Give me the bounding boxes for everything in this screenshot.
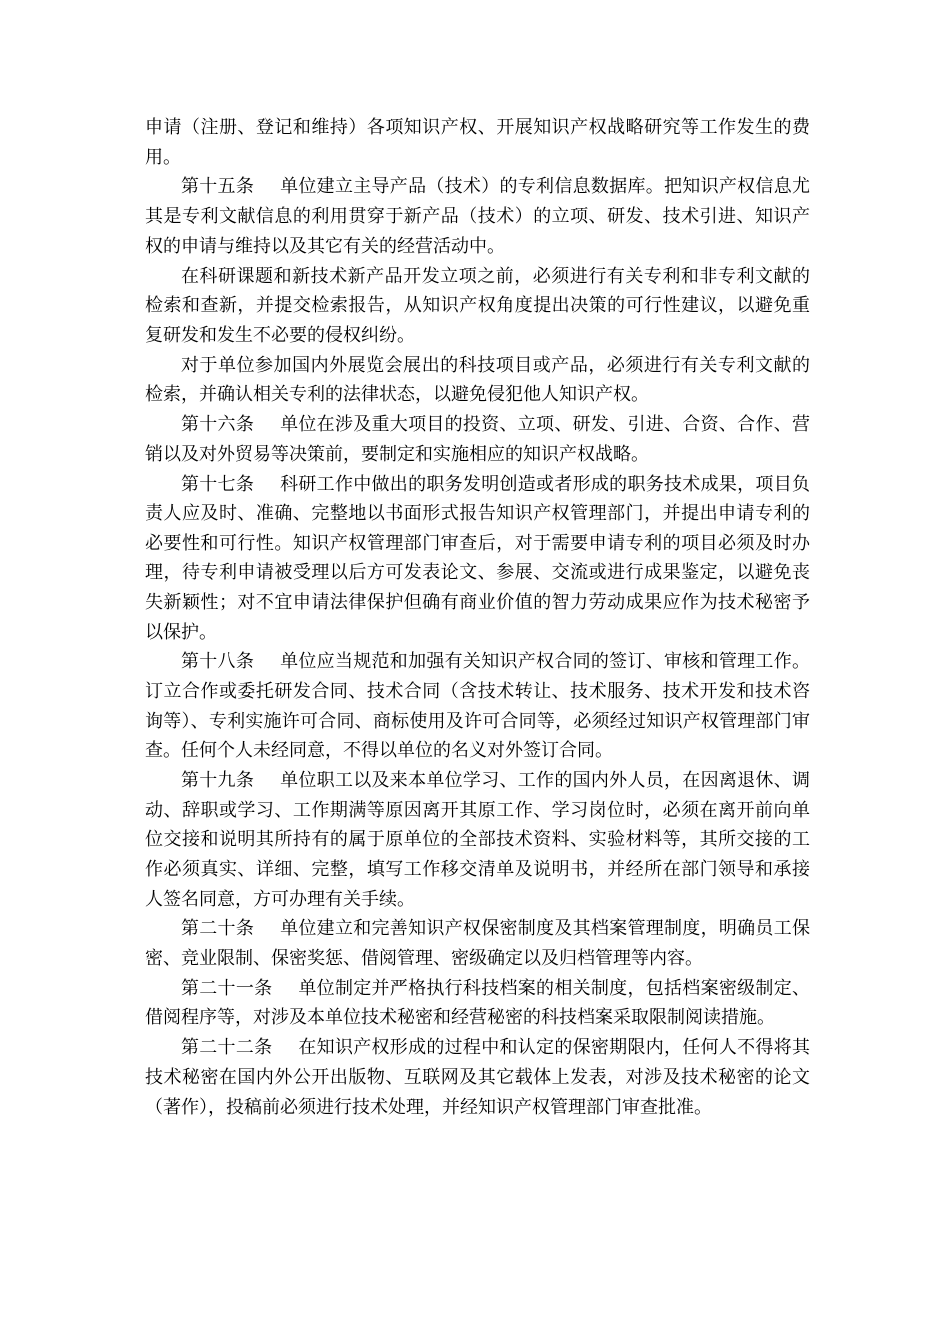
article-number: 第二十条	[181, 918, 255, 940]
paragraph-text: 单位制定并严格执行科技档案的相关制度，包括档案密级制定、借阅程序等，对涉及本单位技术秘密和经营秘密的科技档案采取限制阅读措施。	[145, 977, 810, 1029]
article-number: 第十五条	[181, 176, 255, 198]
article-number: 第二十一条	[181, 977, 273, 999]
article-number: 第十七条	[181, 473, 255, 495]
article-18	[145, 647, 810, 765]
paragraph-text: 单位建立主导产品（技术）的专利信息数据库。把知识产权信息尤其是专利文献信息的利用贯穿于新产品（技术）的立项、研发、技术引进、知识产权的申请与维持以及其它有关的经营活动中。	[145, 176, 810, 257]
paragraph-text: 单位职工以及来本单位学习、工作的国内外人员，在因离退休、调动、辞职或学习、工作期满等原因离开其原工作、学习岗位时，必须在离开前向单位交接和说明其所持有的属于原单位的全部技术资料、实验材料等，其所交接的工作必须真实、详细、完整，填写工作移交清单及说明书，并经所在部门领导和承接人签名同意，方可办理有关手续。	[145, 770, 810, 910]
article-15-paragraph-3	[145, 351, 810, 410]
paragraph-text: 对于单位参加国内外展览会展出的科技项目或产品，必须进行有关专利文献的检索，并确认相关专利的法律状态，以避免侵犯他人知识产权。	[145, 354, 810, 406]
document-page	[145, 113, 810, 1122]
paragraph-text: 申请（注册、登记和维持）各项知识产权、开展知识产权战略研究等工作发生的费用。	[145, 117, 810, 168]
paragraph-text: 单位在涉及重大项目的投资、立项、研发、引进、合资、合作、营销以及对外贸易等决策前，要制定和实施相应的知识产权战略。	[145, 414, 810, 465]
paragraph-text: 在科研课题和新技术新产品开发立项之前，必须进行有关专利和非专利文献的检索和查新，并提交检索报告，从知识产权角度提出决策的可行性建议，以避免重复研发和发生不必要的侵权纠纷。	[145, 265, 810, 346]
paragraph-text: 单位应当规范和加强有关知识产权合同的签订、审核和管理工作。订立合作或委托研发合同、技术合同（含技术转让、技术服务、技术开发和技术咨询等）、专利实施许可合同、商标使用及许可合同等，必须经过知识产权管理部门审查。任何个人未经同意，不得以单位的名义对外签订合同。	[145, 651, 810, 762]
article-19	[145, 766, 810, 914]
paragraph-text: 科研工作中做出的职务发明创造或者形成的职务技术成果，项目负责人应及时、准确、完整地以书面形式报告知识产权管理部门，并提出申请专利的必要性和可行性。知识产权管理部门审查后，对于需要申请专利的项目必须及时办理，待专利申请被受理以后方可发表论文、参展、交流或进行成果鉴定，以避免丧失新颖性；对不宜申请法律保护但确有商业价值的智力劳动成果应作为技术秘密予以保护。	[145, 473, 810, 643]
article-20	[145, 914, 810, 973]
article-number: 第十八条	[181, 651, 255, 673]
article-number: 第十九条	[181, 770, 255, 792]
paragraph-text: 单位建立和完善知识产权保密制度及其档案管理制度，明确员工保密、竞业限制、保密奖惩、借阅管理、密级确定以及归档管理等内容。	[145, 918, 810, 969]
article-22	[145, 1033, 810, 1122]
article-16	[145, 410, 810, 469]
article-15	[145, 172, 810, 261]
article-17	[145, 470, 810, 648]
article-21	[145, 974, 810, 1033]
article-number: 第二十二条	[181, 1037, 273, 1059]
paragraph-continuation	[145, 113, 810, 172]
article-15-paragraph-2	[145, 262, 810, 351]
paragraph-text: 在知识产权形成的过程中和认定的保密期限内，任何人不得将其技术秘密在国内外公开出版物、互联网及其它载体上发表，对涉及技术秘密的论文（著作），投稿前必须进行技术处理，并经知识产权管理部门审查批准。	[145, 1037, 810, 1118]
article-number: 第十六条	[181, 414, 255, 436]
